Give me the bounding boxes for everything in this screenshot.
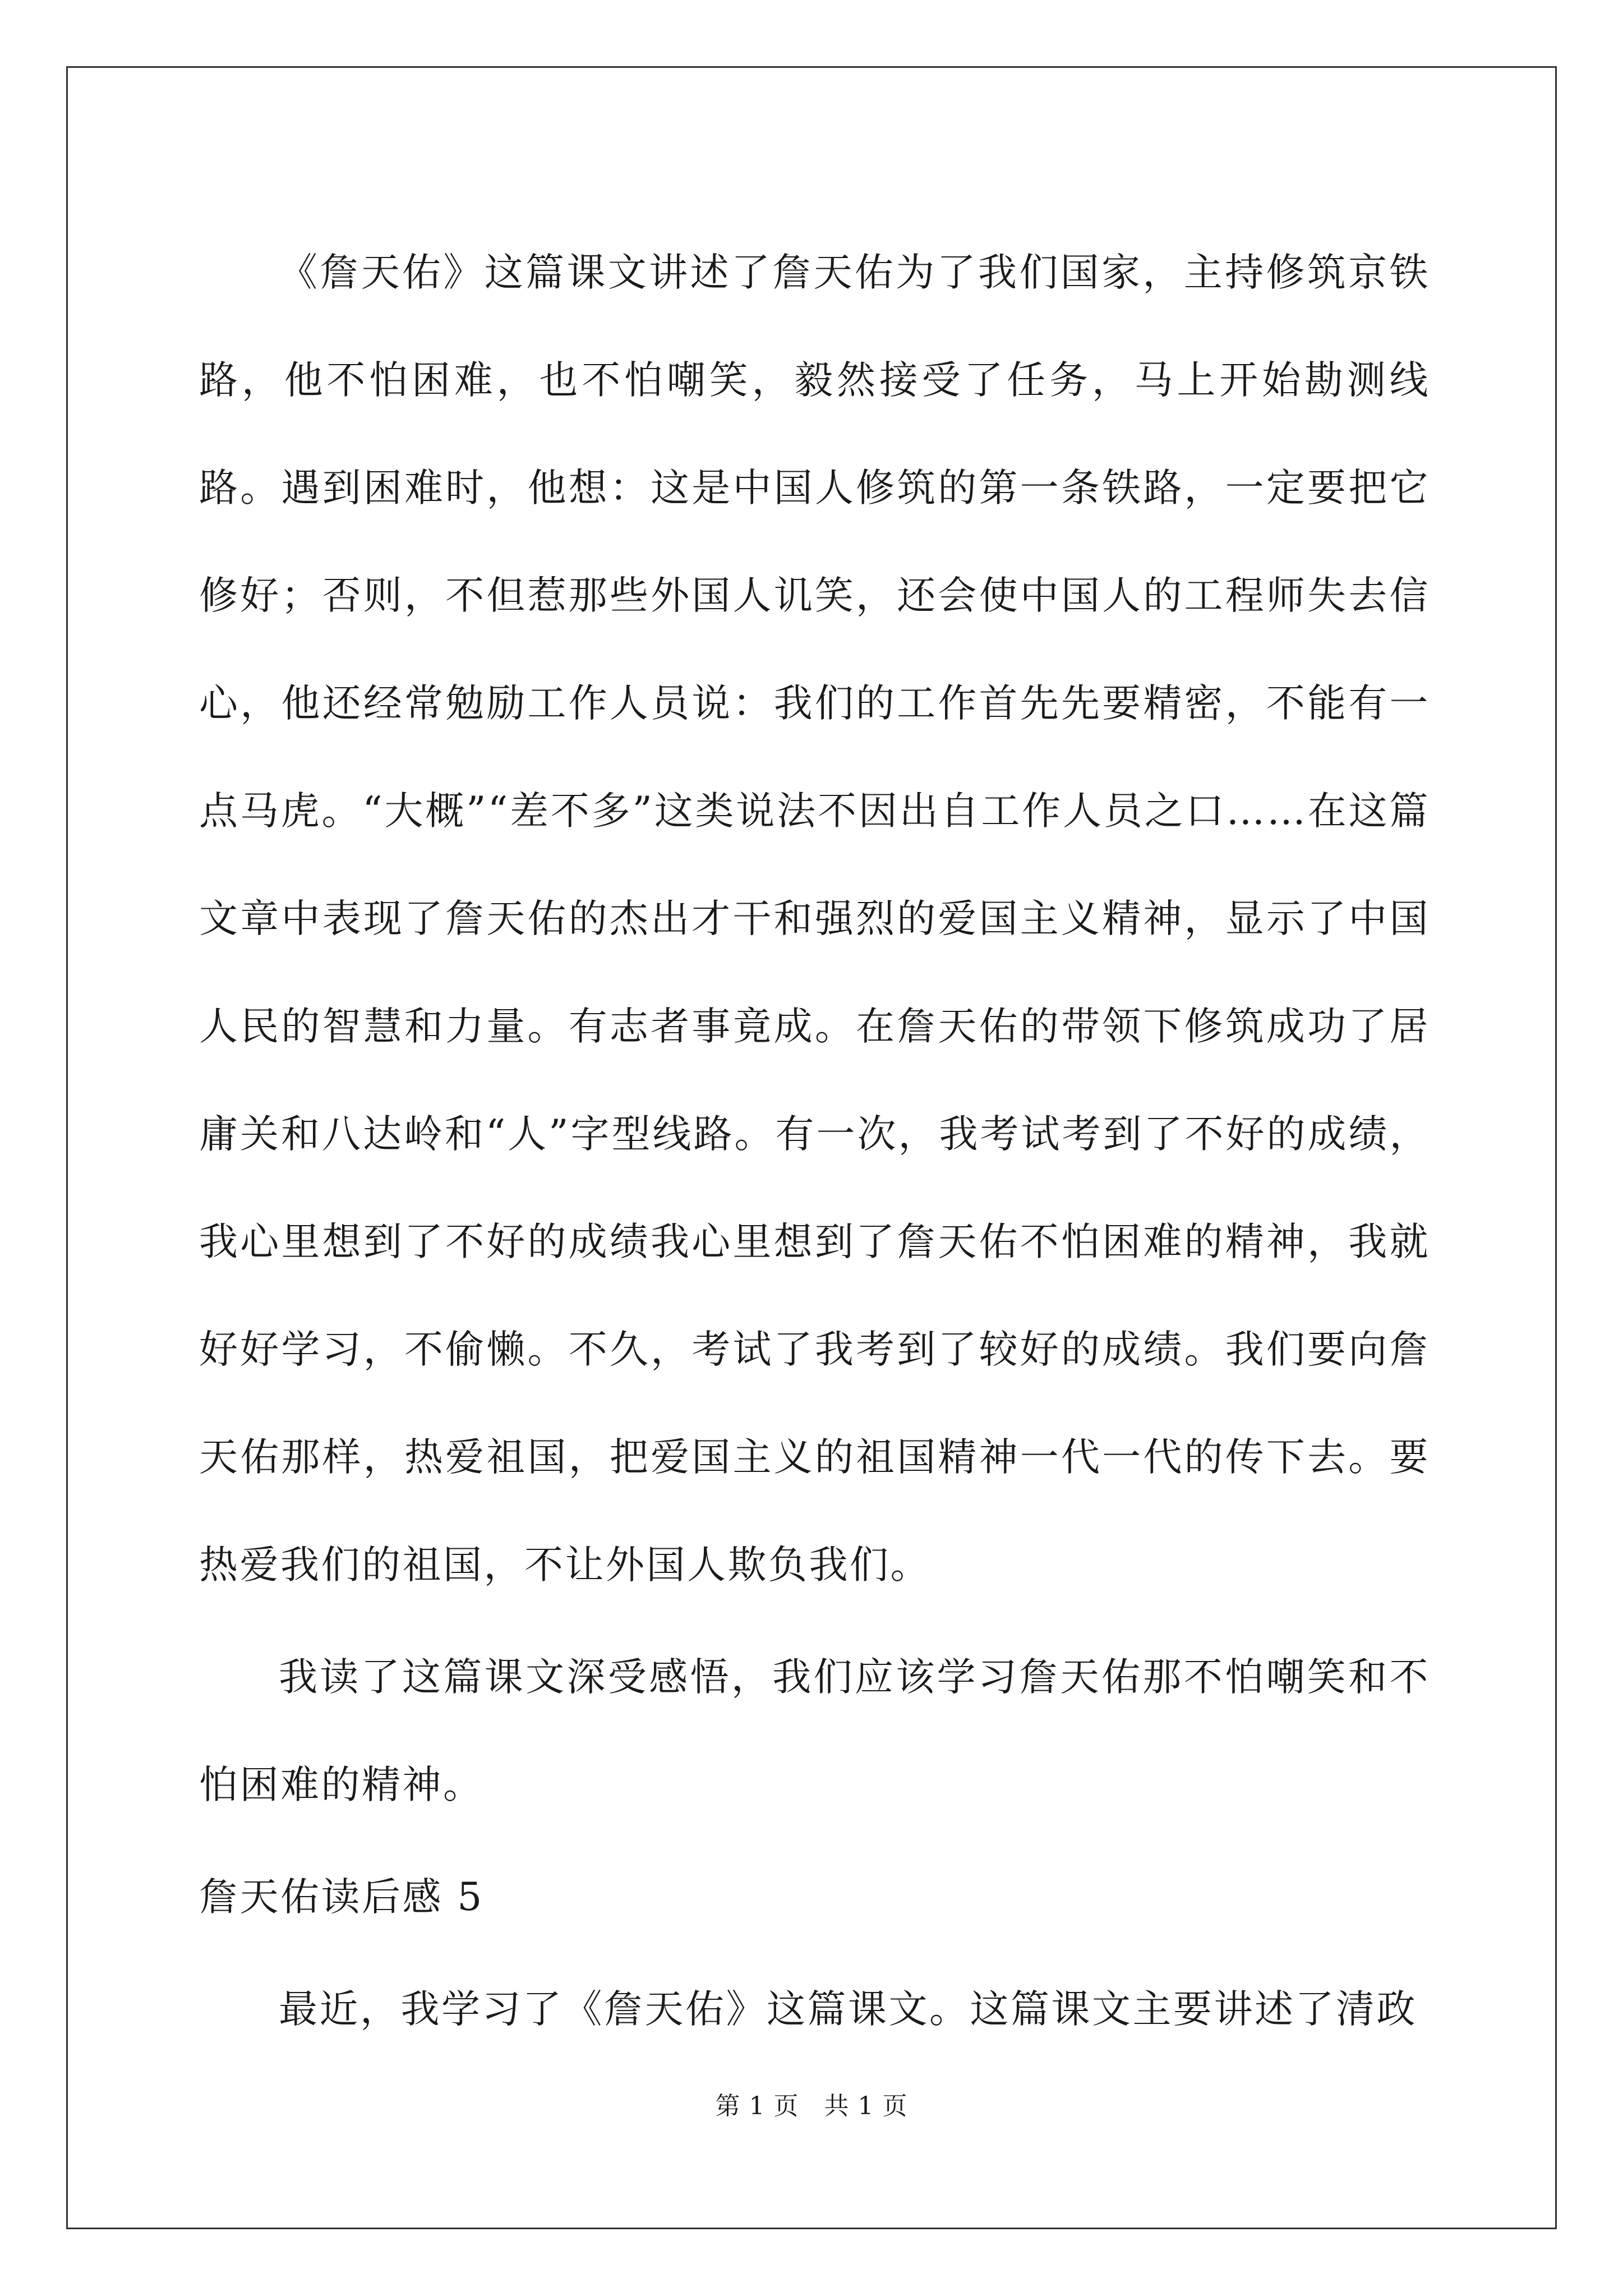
total-pages: 共 1 页: [824, 2092, 908, 2120]
paragraph-main: 《詹天佑》这篇课文讲述了詹天佑为了我们国家，主持修筑京铁路，他不怕困难，也不怕嘲笑，毅然接受了任务，马上开始勘测线路。遇到困难时，他想：这是中国人修筑的第一条铁路，一定要把它修好；否则，不但惹那些外国人讥笑，还会使中国人的工程师失去信心，他还经常勉励工作人员说：我们的工作首先先要精密，不能有一点马虎。“大概”“差不多”这类说法不因出自工作人员之口……在这篇文章中表现了詹天佑的杰出才干和强烈的爱国主义精神，显示了中国人民的智慧和力量。有志者事竟成。在詹天佑的带领下修筑成功了居庸关和八达岭和“人”字型线路。有一次，我考试考到了不好的成绩，我心里想到了不好的成绩我心里想到了詹天佑不怕困难的精神，我就好好学习，不偷懒。不久，考试了我考到了较好的成绩。我们要向詹天佑那样，热爱祖国，把爱国主义的祖国精神一代一代的传下去。要热爱我们的祖国，不让外国人欺负我们。: [199, 250, 1430, 1588]
page-footer: [0, 2086, 1623, 2122]
page-number: 第 1 页: [715, 2092, 799, 2120]
paragraph-next-essay: 最近，我学习了《詹天佑》这篇课文。这篇课文主要讲述了清政: [279, 1987, 1417, 2032]
paragraph-reflection: 我读了这篇课文深受感悟，我们应该学习詹天佑那不怕嘲笑和不怕困难的精神。: [199, 1655, 1430, 1807]
section-heading: 詹天佑读后感 5: [199, 1875, 484, 1920]
document-body: [199, 219, 1430, 2063]
